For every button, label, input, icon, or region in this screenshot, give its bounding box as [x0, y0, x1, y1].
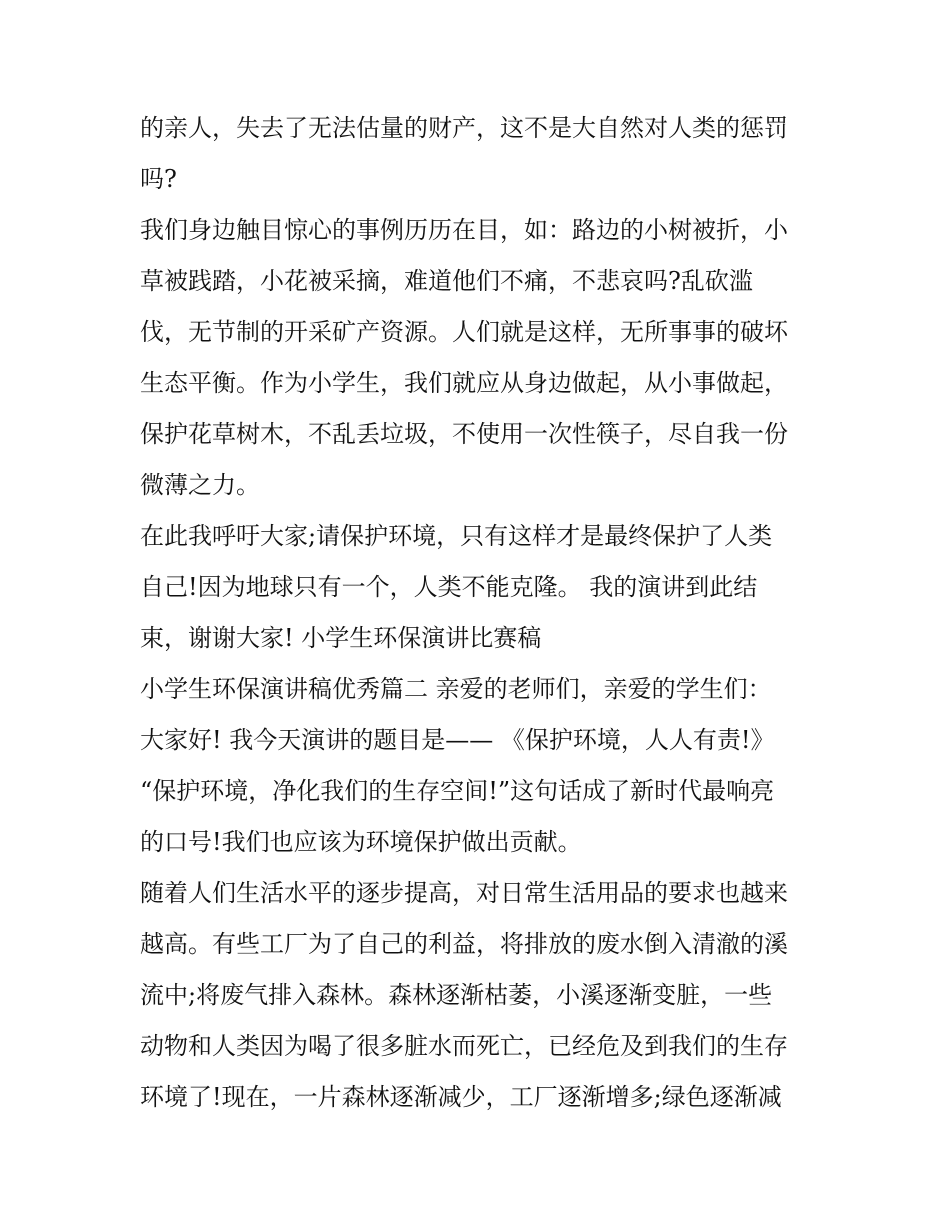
text-line: 生态平衡。作为小学生，我们就应从身边做起，从小事做起，: [140, 369, 788, 397]
text-line: 环境了!现在，一片森林逐渐减少，工厂逐渐增多;绿色逐渐减: [140, 1083, 782, 1111]
text-line: 吗?: [140, 165, 177, 193]
text-line: 伐，无节制的开采矿产资源。人们就是这样，无所事事的破坏: [140, 318, 788, 346]
text-line: 我们身边触目惊心的事例历历在目，如：路边的小树被折，小: [140, 216, 788, 244]
text-line: 保护花草树木，不乱丢垃圾，不使用一次性筷子，尽自我一份: [140, 420, 788, 448]
text-line: “保护环境，净化我们的生存空间!”这句话成了新时代最响亮: [140, 777, 775, 805]
text-line: 的亲人，失去了无法估量的财产，这不是大自然对人类的惩罚: [140, 114, 788, 142]
text-line: 小学生环保演讲稿优秀篇二 亲爱的老师们，亲爱的学生们：: [140, 675, 772, 703]
text-line: 草被践踏，小花被采摘，难道他们不痛，不悲哀吗?乱砍滥: [140, 267, 753, 295]
text-line: 自己!因为地球只有一个，人类不能克隆。 我的演讲到此结: [140, 573, 758, 601]
text-line: 动物和人类因为喝了很多脏水而死亡，已经危及到我们的生存: [140, 1032, 788, 1060]
text-line: 越高。有些工厂为了自己的利益，将排放的废水倒入清澈的溪: [140, 930, 788, 958]
text-line: 流中;将废气排入森林。森林逐渐枯萎，小溪逐渐变脏，一些: [140, 981, 773, 1009]
text-line: 束，谢谢大家! 小学生环保演讲比赛稿: [140, 624, 542, 652]
text-line: 微薄之力。: [140, 471, 260, 499]
text-line: 随着人们生活水平的逐步提高，对日常生活用品的要求也越来: [140, 879, 788, 907]
text-line: 大家好! 我今天演讲的题目是—— 《保护环境，人人有责!》: [140, 726, 775, 754]
text-line: 在此我呼吁大家;请保护环境，只有这样才是最终保护了人类: [140, 522, 773, 550]
text-line: 的口号!我们也应该为环境保护做出贡献。: [140, 828, 582, 856]
